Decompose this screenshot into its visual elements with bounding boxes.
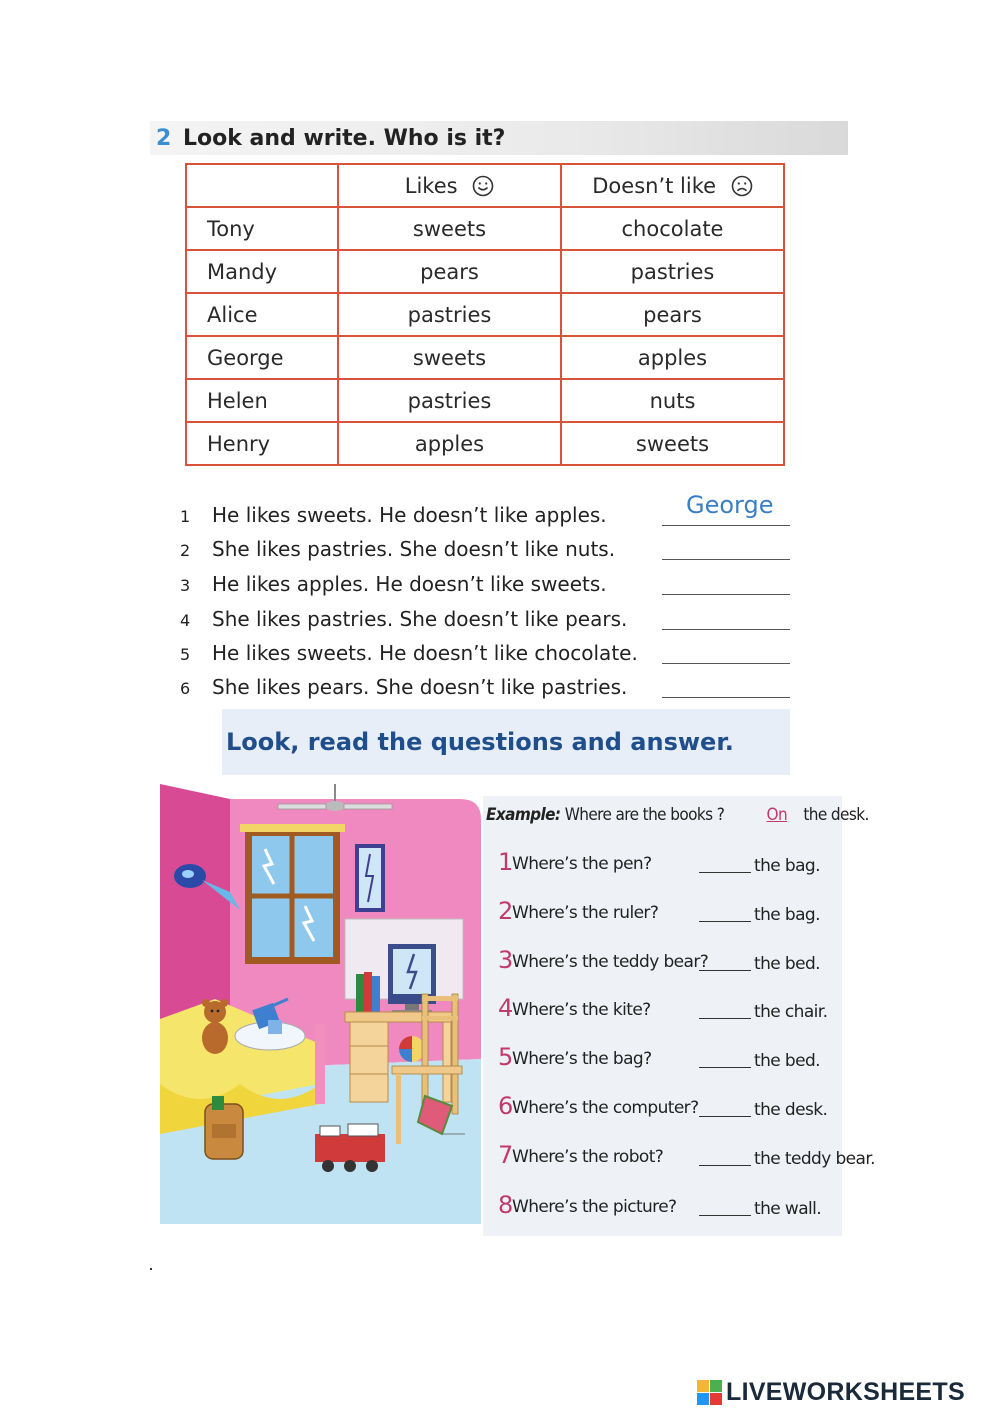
answer-blank[interactable]	[699, 1067, 751, 1068]
question-number: 4	[498, 994, 513, 1022]
sentence-text: She likes pears. She doesn’t like pastries.	[212, 675, 628, 699]
sentence-number: 3	[180, 576, 191, 595]
likes-cell: pastries	[338, 379, 561, 422]
table-row	[186, 379, 784, 422]
example-row	[486, 805, 869, 825]
sentence-text: He likes sweets. He doesn’t like apples.	[212, 503, 607, 527]
likes-cell: pears	[338, 250, 561, 293]
likes-cell: pastries	[338, 293, 561, 336]
answer-line[interactable]	[662, 525, 790, 526]
bag-icon	[205, 1096, 243, 1159]
likes-table	[185, 163, 785, 466]
name-cell: George	[186, 336, 338, 379]
section1-number: 2	[156, 126, 172, 151]
name-cell: Henry	[186, 422, 338, 465]
name-cell: Tony	[186, 207, 338, 250]
question-place: the bag.	[754, 856, 820, 876]
train-icon	[315, 1124, 385, 1172]
likes-cell: apples	[338, 422, 561, 465]
table-header-dislikes	[561, 164, 784, 207]
question-row	[498, 848, 838, 886]
question-text: Where’s the computer?	[512, 1098, 699, 1118]
likes-cell: sweets	[338, 336, 561, 379]
question-text: Where’s the kite?	[512, 1000, 651, 1020]
dislikes-cell: pears	[561, 293, 784, 336]
question-place: the wall.	[754, 1199, 822, 1219]
example-answer: On	[766, 805, 788, 825]
table-row	[186, 293, 784, 336]
smiley-face-icon	[472, 175, 494, 197]
answer-line[interactable]	[662, 629, 790, 630]
question-place: the desk.	[754, 1100, 828, 1120]
books-icon	[356, 972, 380, 1012]
sentence-number: 2	[180, 541, 191, 560]
question-row	[498, 1092, 838, 1130]
sentence-number: 6	[180, 679, 191, 698]
question-text: Where’s the robot?	[512, 1147, 664, 1167]
stray-dot	[150, 1268, 152, 1270]
example-label: Example:	[486, 805, 561, 825]
sad-face-icon	[731, 175, 753, 197]
answer-blank[interactable]	[699, 872, 751, 873]
sentence-row	[180, 675, 800, 705]
bedroom-illustration	[160, 784, 481, 1224]
dislikes-label: Doesn’t like	[592, 173, 717, 198]
dislikes-cell: apples	[561, 336, 784, 379]
sentence-text: She likes pastries. She doesn’t like nuts.	[212, 537, 616, 561]
answer-blank[interactable]	[699, 1165, 751, 1166]
section1-title: Look and write. Who is it?	[183, 126, 506, 151]
question-number: 6	[498, 1092, 513, 1120]
answer-blank[interactable]	[699, 1116, 751, 1117]
table-header-row	[186, 164, 784, 207]
section2-title: Look, read the questions and answer.	[226, 728, 734, 756]
question-text: Where’s the ruler?	[512, 903, 659, 923]
window-icon	[240, 824, 345, 964]
sentence-row	[180, 572, 800, 602]
likes-label: Likes	[404, 173, 458, 198]
question-number: 3	[498, 946, 513, 974]
answer-line[interactable]	[662, 559, 790, 560]
answer-blank[interactable]	[699, 1215, 751, 1216]
question-row	[498, 946, 838, 984]
dislikes-cell: chocolate	[561, 207, 784, 250]
table-header-likes	[338, 164, 561, 207]
sentence-row	[180, 607, 800, 637]
answer-blank[interactable]	[699, 1018, 751, 1019]
question-number: 7	[498, 1141, 513, 1169]
question-row	[498, 1141, 875, 1179]
dislikes-cell: nuts	[561, 379, 784, 422]
sentence-text: She likes pastries. She doesn’t like pears.	[212, 607, 628, 631]
wall-picture-icon	[355, 844, 385, 912]
sentence-text: He likes apples. He doesn’t like sweets.	[212, 572, 607, 596]
sentence-number: 5	[180, 645, 191, 664]
computer-icon	[388, 944, 436, 1014]
question-text: Where’s the picture?	[512, 1197, 677, 1217]
table-row	[186, 336, 784, 379]
sentence-row	[180, 641, 800, 671]
question-row	[498, 1191, 838, 1229]
question-row	[498, 897, 838, 935]
table-header-cell	[186, 164, 338, 207]
likes-cell: sweets	[338, 207, 561, 250]
question-row	[498, 994, 838, 1032]
question-text: Where’s the pen?	[512, 854, 652, 874]
dislikes-cell: sweets	[561, 422, 784, 465]
table-row	[186, 422, 784, 465]
answer-line[interactable]	[662, 697, 790, 698]
ball-icon	[399, 1036, 425, 1062]
sentence-number: 4	[180, 611, 191, 630]
sentence-row	[180, 491, 800, 533]
sentence-number: 1	[180, 507, 191, 526]
question-place: the teddy bear.	[754, 1149, 875, 1169]
answer-text[interactable]: George	[686, 491, 774, 519]
question-text: Where’s the teddy bear?	[512, 952, 709, 972]
dislikes-cell: pastries	[561, 250, 784, 293]
liveworksheets-logo-icon	[697, 1380, 723, 1406]
sentence-text: He likes sweets. He doesn’t like chocolate.	[212, 641, 638, 665]
question-place: the bed.	[754, 954, 820, 974]
question-number: 5	[498, 1043, 513, 1071]
question-place: the bed.	[754, 1051, 820, 1071]
answer-blank[interactable]	[699, 970, 751, 971]
sentence-row	[180, 537, 800, 567]
table-row	[186, 250, 784, 293]
liveworksheets-logo-text[interactable]: LIVEWORKSHEETS	[726, 1378, 965, 1406]
name-cell: Helen	[186, 379, 338, 422]
name-cell: Mandy	[186, 250, 338, 293]
name-cell: Alice	[186, 293, 338, 336]
example-place: the desk.	[803, 805, 869, 825]
question-number: 2	[498, 897, 513, 925]
answer-blank[interactable]	[699, 921, 751, 922]
answer-line[interactable]	[662, 594, 790, 595]
question-place: the bag.	[754, 905, 820, 925]
question-text: Where’s the bag?	[512, 1049, 652, 1069]
question-row	[498, 1043, 838, 1081]
answer-line[interactable]	[662, 663, 790, 664]
question-place: the chair.	[754, 1002, 828, 1022]
table-row	[186, 207, 784, 250]
example-question: Where are the books ?	[564, 805, 725, 825]
question-number: 1	[498, 848, 513, 876]
question-number: 8	[498, 1191, 513, 1219]
